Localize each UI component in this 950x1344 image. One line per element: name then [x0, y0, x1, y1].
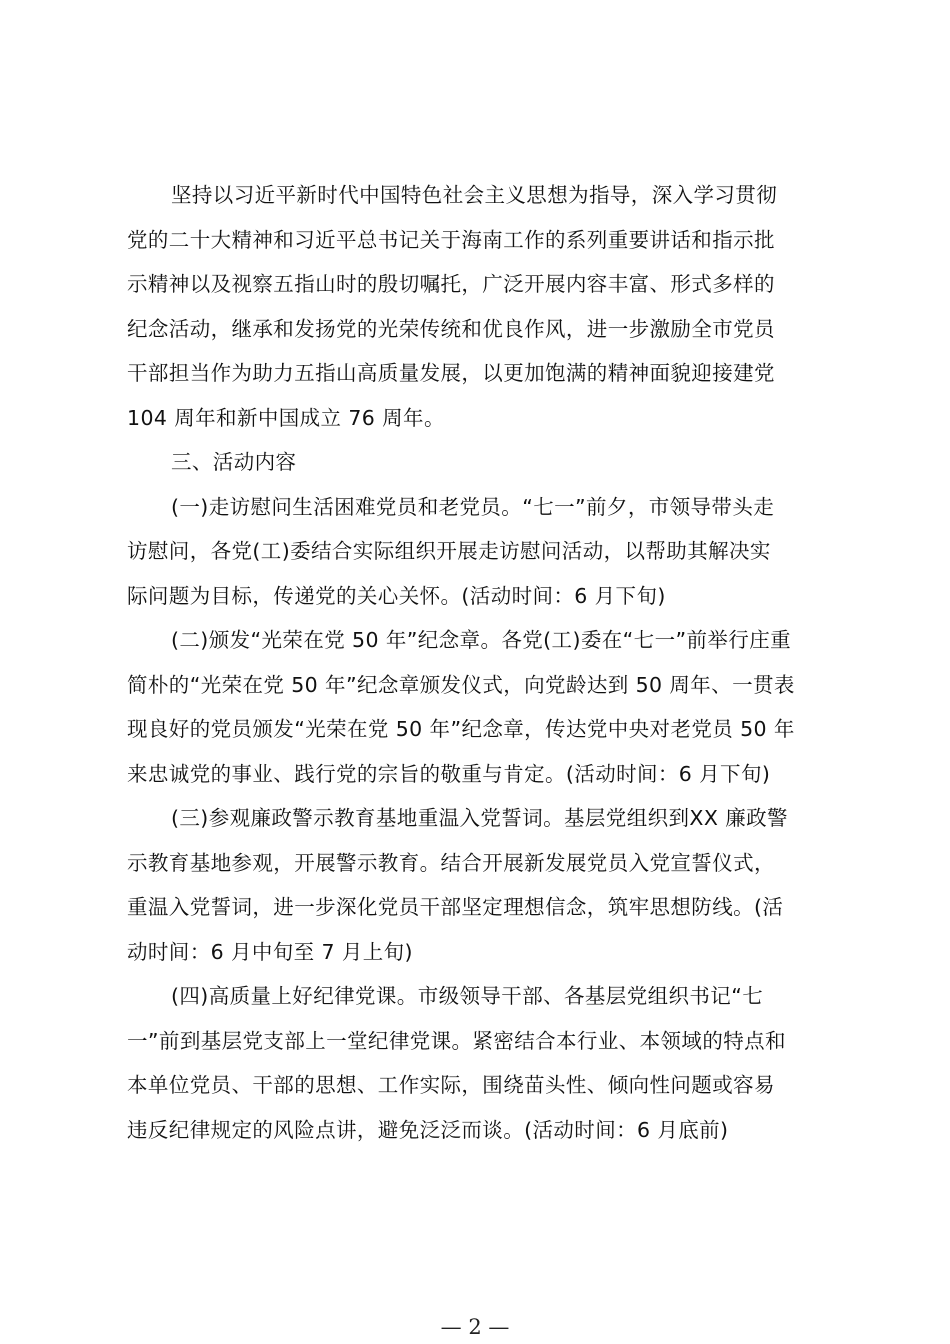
paragraph-line: 本单位党员、干部的思想、工作实际，围绕苗头性、倾向性问题或容易: [127, 1073, 775, 1097]
paragraph-line: (二)颁发“光荣在党 50 年”纪念章。各党(工)委在“七一”前举行庄重: [171, 628, 791, 652]
paragraph-line: 重温入党誓词，进一步深化党员干部坚定理想信念，筑牢思想防线。(活: [127, 895, 784, 919]
paragraph-line: 际问题为目标，传递党的关心关怀。(活动时间：6 月下旬): [127, 583, 666, 608]
paragraph-line: 一”前到基层党支部上一堂纪律党课。紧密结合本行业、本领域的特点和: [127, 1028, 786, 1053]
paragraph-line: 动时间：6 月中旬至 7 月上旬): [127, 939, 413, 964]
paragraph-line: 示教育基地参观，开展警示教育。结合开展新发展党员入党宣誓仪式，: [127, 850, 775, 875]
paragraph-line: 党的二十大精神和习近平总书记关于海南工作的系列重要讲话和指示批: [127, 227, 775, 252]
paragraph-line: 简朴的“光荣在党 50 年”纪念章颁发仪式，向党龄达到 50 周年、一贯表: [127, 672, 795, 697]
page-number: — 2 —: [440, 1315, 510, 1339]
paragraph-line: 违反纪律规定的风险点讲，避免泛泛而谈。(活动时间：6 月底前): [127, 1117, 729, 1142]
paragraph-line: 现良好的党员颁发“光荣在党 50 年”纪念章，传达党中央对老党员 50 年: [127, 717, 795, 741]
paragraph-line: 干部担当作为助力五指山高质量发展，以更加饱满的精神面貌迎接建党: [127, 361, 775, 385]
paragraph-line: 纪念活动，继承和发扬党的光荣传统和优良作风，进一步激励全市党员: [127, 316, 775, 341]
paragraph-line: (一)走访慰问生活困难党员和老党员。“七一”前夕，市领导带头走: [171, 494, 775, 519]
paragraph-line: 访慰问，各党(工)委结合实际组织开展走访慰问活动，以帮助其解决实: [127, 539, 771, 563]
paragraph-line: (三)参观廉政警示教育基地重温入党誓词。基层党组织到XX 廉政警: [171, 806, 788, 830]
section-heading: 三、活动内容: [171, 450, 297, 474]
paragraph-line: 来忠诚党的事业、践行党的宗旨的敬重与肯定。(活动时间：6 月下旬): [127, 761, 771, 786]
paragraph-line: 示精神以及视察五指山时的殷切嘱托，广泛开展内容丰富、形式多样的: [127, 272, 775, 296]
document-body: [127, 173, 833, 1152]
paragraph-line: (四)高质量上好纪律党课。市级领导干部、各基层党组织书记“七: [171, 984, 764, 1008]
paragraph-line: 104 周年和新中国成立 76 周年。: [127, 405, 445, 430]
paragraph-line: 坚持以习近平新时代中国特色社会主义思想为指导，深入学习贯彻: [171, 183, 778, 207]
